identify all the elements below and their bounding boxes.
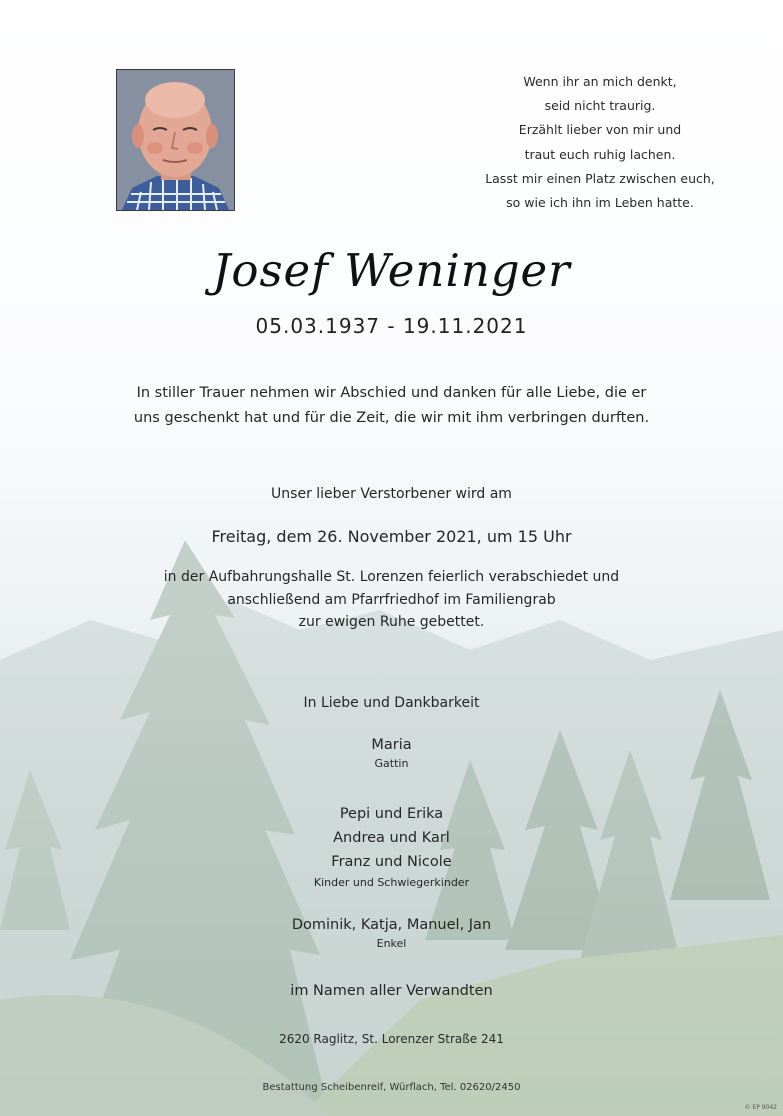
intro-line: uns geschenkt hat und für die Zeit, die wir mit ihm verbringen durften. <box>133 410 650 426</box>
ceremony-details <box>0 566 783 634</box>
spouse-group <box>0 737 783 770</box>
poem-line: Erzählt lieber von mir und <box>518 122 682 138</box>
spouse-name: Maria <box>371 737 412 753</box>
poem-line: Lasst mir einen Platz zwischen euch, <box>485 170 715 186</box>
grandchildren-role: Enkel <box>376 937 407 950</box>
spouse-role: Gattin <box>374 757 409 770</box>
poem-line: seid nicht traurig. <box>544 98 656 114</box>
poem-line: Wenn ihr an mich denkt, <box>523 74 677 89</box>
ceremony-date: Freitag, dem 26. November 2021, um 15 Uhr <box>211 527 572 546</box>
relatives-text: im Namen aller Verwandten <box>290 983 493 999</box>
life-dates: 05.03.1937 - 19.11.2021 <box>255 314 528 338</box>
child-name: Andrea und Karl <box>333 830 450 846</box>
child-name: Franz und Nicole <box>331 854 452 870</box>
ceremony-announcement: Unser lieber Verstorbener wird am <box>271 486 512 502</box>
poem-line: traut euch ruhig lachen. <box>524 146 676 162</box>
undertaker-info: Bestattung Scheibenreif, Würflach, Tel. 02620/2450 <box>262 1082 521 1093</box>
poem-line: so wie ich ihn im Leben hatte. <box>506 195 694 211</box>
deceased-name: Josef Weninger <box>212 244 571 297</box>
relatives-line <box>0 983 783 999</box>
children-role: Kinder und Schwiegerkinder <box>313 876 470 889</box>
grandchildren-names: Dominik, Katja, Manuel, Jan <box>291 917 492 933</box>
intro-line: In stiller Trauer nehmen wir Abschied und danken für alle Liebe, die er <box>136 385 647 401</box>
print-code: © EP 9042 <box>744 1104 777 1111</box>
ceremony-line: in der Aufbahrungshalle St. Lorenzen feierlich verabschiedet und <box>163 569 620 585</box>
child-name: Pepi und Erika <box>339 806 444 822</box>
portrait-photo <box>116 69 235 211</box>
family-address: 2620 Raglitz, St. Lorenzer Straße 241 <box>279 1032 504 1046</box>
ceremony-line: anschließend am Pfarrfriedhof im Familiengrab <box>227 591 556 608</box>
mourners-heading: In Liebe und Dankbarkeit <box>303 695 480 711</box>
intro-text <box>0 381 783 431</box>
grandchildren-group <box>0 917 783 950</box>
ceremony-line: zur ewigen Ruhe gebettet. <box>298 614 485 630</box>
children-group <box>0 802 783 889</box>
memorial-poem <box>460 70 740 215</box>
